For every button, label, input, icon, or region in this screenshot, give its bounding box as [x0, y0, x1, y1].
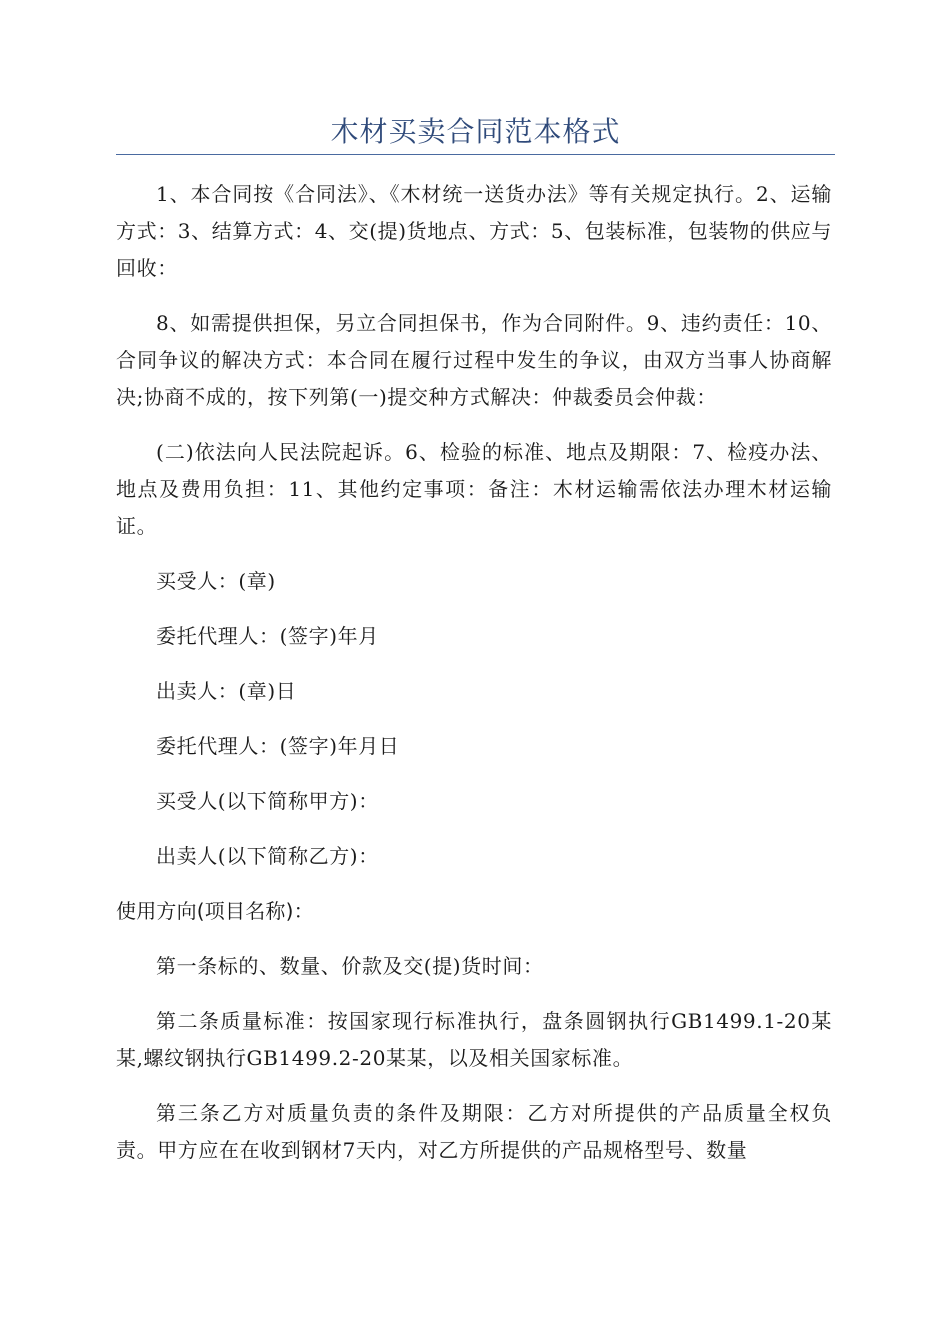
- seller-agent-signature-line: 委托代理人：(签字)年月日: [156, 734, 400, 758]
- article-1: 第一条标的、数量、价款及交(提)货时间：: [156, 954, 544, 978]
- article-3: 第三条乙方对质量负责的条件及期限：乙方对所提供的产品质量全权负责。甲方应在在收到钢材7天内，对乙方所提供的产品规格型号、数量: [116, 1101, 832, 1162]
- buyer-seal-line: 买受人：(章): [156, 569, 276, 593]
- project-name-line: 使用方向(项目名称)：: [116, 899, 314, 923]
- party-a-line: 买受人(以下简称甲方)：: [156, 789, 379, 813]
- article-2: 第二条质量标准：按国家现行标准执行，盘条圆钢执行GB1499.1-20某某,螺纹钢执行GB1499.2-20某某，以及相关国家标准。: [116, 1009, 832, 1070]
- title-underline: [116, 154, 835, 155]
- party-b-line: 出卖人(以下简称乙方)：: [156, 844, 379, 868]
- document-title: 木材买卖合同范本格式: [330, 115, 621, 148]
- paragraph-clauses-6-11: (二)依法向人民法院起诉。6、检验的标准、地点及期限：7、检疫办法、地点及费用负担：11、其他约定事项：备注：木材运输需依法办理木材运输证。: [116, 440, 832, 538]
- buyer-agent-signature-line: 委托代理人：(签字)年月: [156, 624, 379, 648]
- paragraph-clauses-8-10: 8、如需提供担保，另立合同担保书，作为合同附件。9、违约责任：10、合同争议的解决方式：本合同在履行过程中发生的争议，由双方当事人协商解决;协商不成的，按下列第(一)提交种方式解决：仲裁委员会仲裁：: [116, 311, 832, 409]
- document-body: [116, 176, 832, 1187]
- seller-seal-line: 出卖人：(章)日: [156, 679, 297, 703]
- paragraph-clauses-1-5: 1、本合同按《合同法》、《木材统一送货办法》等有关规定执行。2、运输方式：3、结算方式：4、交(提)货地点、方式：5、包装标准，包装物的供应与回收：: [116, 182, 832, 280]
